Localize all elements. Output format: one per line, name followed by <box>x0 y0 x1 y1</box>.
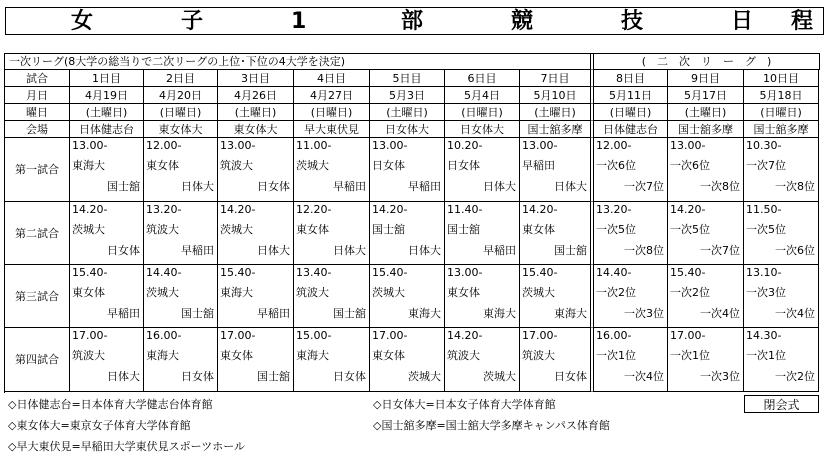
game-cell <box>520 138 594 202</box>
day-day-cell: 6日目 <box>445 70 520 87</box>
game-time: 11.00- <box>296 139 332 152</box>
day-date-cell: 5月3日 <box>370 87 445 104</box>
game-home: 一次1位 <box>670 349 710 362</box>
day-day-cell: 8日目 <box>594 70 668 87</box>
game-time: 10.20- <box>447 139 483 152</box>
day-venue-cell: 東女体大 <box>144 121 218 138</box>
game-home: 筑波大 <box>146 223 179 236</box>
game-time: 11.50- <box>746 203 782 216</box>
game-home: 筑波大 <box>296 286 329 299</box>
day-date-cell: 5月18日 <box>744 87 819 104</box>
game-away: 日体大 <box>408 244 441 257</box>
venue-note: ◇東女体大=東京女子体育大学体育館 <box>8 419 191 432</box>
game-away: 一次4位 <box>624 370 664 383</box>
day-weekday-cell: (土曜日) <box>370 104 445 121</box>
game-home: 筑波大 <box>220 159 253 172</box>
game-home: 一次3位 <box>746 286 786 299</box>
game-home: 東女体 <box>72 286 105 299</box>
game-away: 早稲田 <box>483 244 516 257</box>
game-cell <box>294 328 370 392</box>
game-home: 一次1位 <box>596 349 636 362</box>
day-venue-cell: 日体健志台 <box>70 121 144 138</box>
closing-ceremony-label: 閉会式 <box>744 395 819 413</box>
game-time: 14.20- <box>220 203 256 216</box>
day-weekday-cell: (日曜日) <box>744 104 819 121</box>
day-venue-cell: 日女体大 <box>370 121 445 138</box>
row-label-weekday: 曜日 <box>5 104 70 121</box>
game-time: 14.30- <box>746 329 782 342</box>
day-weekday-cell: (日曜日) <box>294 104 370 121</box>
game-away: 茨城大 <box>408 370 441 383</box>
game-time: 13.00- <box>670 139 706 152</box>
game-away: 早稲田 <box>408 180 441 193</box>
game-time: 17.00- <box>72 329 108 342</box>
game-cell <box>370 138 445 202</box>
game-home: 東海大 <box>146 349 179 362</box>
game-time: 13.40- <box>296 266 332 279</box>
game-home: 茨城大 <box>522 286 555 299</box>
game-away: 一次3位 <box>700 370 740 383</box>
game-cell <box>70 328 144 392</box>
game-time: 12.00- <box>146 139 182 152</box>
venue-note: ◇国士舘多摩=国士舘大学多摩キャンパス体育館 <box>373 419 610 432</box>
day-weekday-cell: (土曜日) <box>70 104 144 121</box>
game-cell <box>744 202 819 265</box>
game-time: 13.20- <box>146 203 182 216</box>
game-cell <box>520 202 594 265</box>
game-away: 国士舘 <box>181 307 214 320</box>
game-time: 12.20- <box>296 203 332 216</box>
venue-note: ◇日女体大=日本女子体育大学体育館 <box>373 398 556 411</box>
game-home: 茨城大 <box>296 159 329 172</box>
venue-note: ◇日体健志台=日本体育大学健志台体育館 <box>8 398 213 411</box>
day-venue-cell: 早大東伏見 <box>294 121 370 138</box>
game-cell <box>668 202 744 265</box>
game-time: 15.40- <box>522 266 558 279</box>
day-venue-cell: 国士舘多摩 <box>744 121 819 138</box>
game-cell <box>294 202 370 265</box>
game-cell <box>744 328 819 392</box>
game-time: 13.00- <box>72 139 108 152</box>
day-venue-cell: 日体健志台 <box>594 121 668 138</box>
game-home: 一次6位 <box>596 159 636 172</box>
game-home: 東女体 <box>220 349 253 362</box>
game-cell <box>520 328 594 392</box>
game-away: 国士舘 <box>257 370 290 383</box>
game-away: 一次7位 <box>624 180 664 193</box>
game-cell <box>144 138 218 202</box>
game-cell <box>144 202 218 265</box>
day-date-cell: 4月26日 <box>218 87 294 104</box>
game-home: 国士舘 <box>372 223 405 236</box>
game-home: 一次5位 <box>596 223 636 236</box>
game-away: 日体大 <box>257 244 290 257</box>
game-cell <box>445 202 520 265</box>
game-home: 茨城大 <box>72 223 105 236</box>
game-time: 17.00- <box>670 329 706 342</box>
game-away: 一次4位 <box>700 307 740 320</box>
game-away: 一次4位 <box>775 307 815 320</box>
game-away: 早稲田 <box>107 307 140 320</box>
day-venue-cell: 国士舘多摩 <box>520 121 594 138</box>
game-cell <box>445 328 520 392</box>
day-date-cell: 4月27日 <box>294 87 370 104</box>
game-cell <box>594 138 668 202</box>
game-time: 13.00- <box>447 266 483 279</box>
game-cell <box>594 202 668 265</box>
game-away: 東海大 <box>483 307 516 320</box>
league1-banner: 一次リーグ(8大学の総当りで二次リーグの上位･下位の4大学を決定) <box>5 54 594 70</box>
game-time: 12.00- <box>596 139 632 152</box>
day-weekday-cell: (日曜日) <box>144 104 218 121</box>
game-away: 日女体 <box>107 244 140 257</box>
match-label: 第二試合 <box>5 202 70 265</box>
game-away: 日女体 <box>554 370 587 383</box>
game-home: 東女体 <box>522 223 555 236</box>
row-label-date: 月日 <box>5 87 70 104</box>
game-time: 13.10- <box>746 266 782 279</box>
game-time: 13.20- <box>596 203 632 216</box>
row-label-venue: 会場 <box>5 121 70 138</box>
title-char: 部 <box>401 9 424 34</box>
game-time: 15.00- <box>296 329 332 342</box>
game-away: 国士舘 <box>107 180 140 193</box>
title-char: 子 <box>181 9 204 34</box>
game-away: 日体大 <box>483 180 516 193</box>
game-away: 日体大 <box>107 370 140 383</box>
game-home: 日女体 <box>447 159 480 172</box>
game-cell <box>744 265 819 328</box>
title-char: 程 <box>791 9 814 34</box>
game-home: 東女体 <box>372 349 405 362</box>
day-weekday-cell: (土曜日) <box>218 104 294 121</box>
game-time: 11.40- <box>447 203 483 216</box>
day-venue-cell: 国士舘多摩 <box>668 121 744 138</box>
game-home: 茨城大 <box>146 286 179 299</box>
game-time: 14.20- <box>372 203 408 216</box>
title-char: 技 <box>621 9 644 34</box>
game-away: 一次7位 <box>700 244 740 257</box>
game-away: 一次8位 <box>775 180 815 193</box>
game-time: 15.40- <box>670 266 706 279</box>
game-away: 日女体 <box>181 370 214 383</box>
day-date-cell: 4月20日 <box>144 87 218 104</box>
game-home: 一次1位 <box>746 349 786 362</box>
game-away: 東海大 <box>554 307 587 320</box>
game-home: 東女体 <box>146 159 179 172</box>
game-away: 一次8位 <box>624 244 664 257</box>
game-away: 東海大 <box>408 307 441 320</box>
game-cell <box>218 138 294 202</box>
day-day-cell: 5日目 <box>370 70 445 87</box>
game-home: 筑波大 <box>447 349 480 362</box>
game-home: 早稲田 <box>522 159 555 172</box>
game-cell <box>70 202 144 265</box>
game-away: 日体大 <box>554 180 587 193</box>
game-time: 17.00- <box>372 329 408 342</box>
game-cell <box>218 202 294 265</box>
game-cell <box>70 138 144 202</box>
day-weekday-cell: (土曜日) <box>668 104 744 121</box>
game-time: 14.20- <box>522 203 558 216</box>
game-home: 国士舘 <box>447 223 480 236</box>
page-title <box>5 7 824 35</box>
game-time: 17.00- <box>220 329 256 342</box>
game-cell <box>218 328 294 392</box>
day-date-cell: 4月19日 <box>70 87 144 104</box>
day-day-cell: 9日目 <box>668 70 744 87</box>
game-time: 16.00- <box>596 329 632 342</box>
game-time: 14.20- <box>447 329 483 342</box>
row-label-match: 試合 <box>5 70 70 87</box>
day-date-cell: 5月11日 <box>594 87 668 104</box>
game-time: 13.00- <box>372 139 408 152</box>
game-home: 東海大 <box>220 286 253 299</box>
game-time: 15.40- <box>372 266 408 279</box>
day-day-cell: 7日目 <box>520 70 594 87</box>
game-time: 14.40- <box>146 266 182 279</box>
game-home: 東女体 <box>296 223 329 236</box>
game-time: 15.40- <box>220 266 256 279</box>
game-cell <box>370 202 445 265</box>
match-label: 第三試合 <box>5 265 70 328</box>
day-weekday-cell: (日曜日) <box>594 104 668 121</box>
game-home: 筑波大 <box>522 349 555 362</box>
game-away: 一次3位 <box>624 307 664 320</box>
game-home: 筑波大 <box>72 349 105 362</box>
title-char: 1 <box>291 9 307 34</box>
match-label: 第一試合 <box>5 138 70 202</box>
day-weekday-cell: (土曜日) <box>520 104 594 121</box>
game-away: 日女体 <box>333 370 366 383</box>
game-cell <box>594 328 668 392</box>
game-cell <box>294 138 370 202</box>
game-home: 一次5位 <box>670 223 710 236</box>
day-day-cell: 2日目 <box>144 70 218 87</box>
game-cell <box>594 265 668 328</box>
game-away: 早稲田 <box>333 180 366 193</box>
day-date-cell: 5月17日 <box>668 87 744 104</box>
title-char: 競 <box>511 9 534 34</box>
game-away: 茨城大 <box>483 370 516 383</box>
game-cell <box>294 265 370 328</box>
game-home: 日女体 <box>372 159 405 172</box>
game-away: 一次2位 <box>775 370 815 383</box>
game-time: 17.00- <box>522 329 558 342</box>
day-date-cell: 5月4日 <box>445 87 520 104</box>
title-char: 日 <box>731 9 754 34</box>
game-away: 早稲田 <box>257 307 290 320</box>
day-weekday-cell: (日曜日) <box>445 104 520 121</box>
day-day-cell: 10日目 <box>744 70 819 87</box>
game-home: 東海大 <box>296 349 329 362</box>
match-label: 第四試合 <box>5 328 70 392</box>
game-away: 国士舘 <box>333 307 366 320</box>
game-cell <box>144 265 218 328</box>
game-away: 日体大 <box>181 180 214 193</box>
game-time: 14.20- <box>72 203 108 216</box>
day-venue-cell: 日女体大 <box>445 121 520 138</box>
day-venue-cell: 東女体大 <box>218 121 294 138</box>
game-away: 一次8位 <box>700 180 740 193</box>
game-cell <box>668 328 744 392</box>
game-home: 一次6位 <box>670 159 710 172</box>
day-day-cell: 4日目 <box>294 70 370 87</box>
game-time: 14.20- <box>670 203 706 216</box>
game-cell <box>668 265 744 328</box>
game-away: 国士舘 <box>554 244 587 257</box>
game-home: 一次7位 <box>746 159 786 172</box>
game-cell <box>70 265 144 328</box>
game-cell <box>744 138 819 202</box>
league2-banner: ( 二 次 リ ー グ ) <box>594 54 820 70</box>
game-cell <box>520 265 594 328</box>
day-date-cell: 5月10日 <box>520 87 594 104</box>
game-time: 14.40- <box>596 266 632 279</box>
game-cell <box>668 138 744 202</box>
game-cell <box>370 328 445 392</box>
day-day-cell: 1日目 <box>70 70 144 87</box>
game-home: 一次2位 <box>670 286 710 299</box>
game-away: 一次6位 <box>775 244 815 257</box>
game-time: 16.00- <box>146 329 182 342</box>
title-char: 女 <box>71 9 94 34</box>
game-cell <box>445 265 520 328</box>
game-cell <box>144 328 218 392</box>
game-cell <box>445 138 520 202</box>
game-cell <box>370 265 445 328</box>
game-away: 日体大 <box>333 244 366 257</box>
game-home: 東女体 <box>447 286 480 299</box>
game-cell <box>218 265 294 328</box>
day-day-cell: 3日目 <box>218 70 294 87</box>
game-home: 茨城大 <box>372 286 405 299</box>
venue-note: ◇早大東伏見=早稲田大学東伏見スポーツホール <box>8 440 246 453</box>
game-home: 茨城大 <box>220 223 253 236</box>
game-away: 早稲田 <box>181 244 214 257</box>
game-home: 一次2位 <box>596 286 636 299</box>
game-time: 13.00- <box>220 139 256 152</box>
game-time: 13.00- <box>522 139 558 152</box>
game-home: 東海大 <box>72 159 105 172</box>
game-away: 日女体 <box>257 180 290 193</box>
game-time: 10.30- <box>746 139 782 152</box>
game-home: 一次5位 <box>746 223 786 236</box>
game-time: 15.40- <box>72 266 108 279</box>
